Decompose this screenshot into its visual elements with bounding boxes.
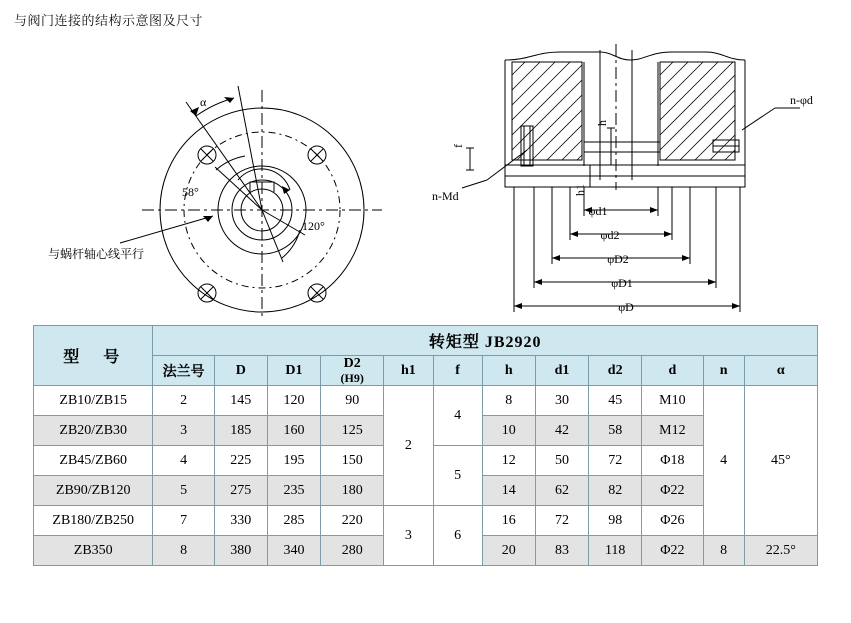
cell-h1-merged-a: 2 <box>384 386 433 506</box>
hatch-right <box>660 62 735 160</box>
cell-flange: 3 <box>153 416 214 446</box>
right-section-view <box>462 44 800 312</box>
cell-f-merged-a: 4 <box>433 386 482 446</box>
body-top-curve-right <box>630 52 745 60</box>
cell-d1: 30 <box>535 386 588 416</box>
cell-d: Φ26 <box>642 506 703 536</box>
cell-D: 275 <box>214 476 267 506</box>
angle58-arc <box>216 156 245 170</box>
header-alpha: α <box>744 356 817 386</box>
header-d: d <box>642 356 703 386</box>
cell-d: M10 <box>642 386 703 416</box>
cell-model: ZB90/ZB120 <box>34 476 153 506</box>
cell-flange: 7 <box>153 506 214 536</box>
cell-n-merged-b: 8 <box>703 536 744 566</box>
cell-n-merged-a: 4 <box>703 386 744 536</box>
cell-d: M12 <box>642 416 703 446</box>
cell-D1: 340 <box>267 536 320 566</box>
label-alpha: α <box>200 95 207 109</box>
cell-d: Φ22 <box>642 536 703 566</box>
left-flange-view <box>120 86 382 320</box>
cell-h: 8 <box>482 386 535 416</box>
cell-d: Φ18 <box>642 446 703 476</box>
label-h1: h1 <box>573 184 587 196</box>
cell-model: ZB10/ZB15 <box>34 386 153 416</box>
cell-D1: 160 <box>267 416 320 446</box>
header-D1: D1 <box>267 356 320 386</box>
n-phi-d-leader <box>742 108 775 130</box>
header-D2 <box>321 356 384 386</box>
dim-f <box>466 148 474 170</box>
cell-alpha-merged-b: 22.5° <box>744 536 817 566</box>
parallel-leader <box>120 216 213 243</box>
label-angle-120: 120° <box>302 219 325 233</box>
cell-D2: 280 <box>321 536 384 566</box>
angle120-arc <box>282 230 300 258</box>
cell-D: 330 <box>214 506 267 536</box>
header-f: f <box>433 356 482 386</box>
cell-flange: 2 <box>153 386 214 416</box>
cell-h: 12 <box>482 446 535 476</box>
label-angle-58: 58° <box>182 185 199 199</box>
header-main: 转矩型 JB2920 <box>153 326 818 356</box>
cell-model: ZB180/ZB250 <box>34 506 153 536</box>
header-D2-tol: (H9) <box>340 371 364 386</box>
table-row <box>34 506 818 536</box>
cell-h: 16 <box>482 506 535 536</box>
header-h1: h1 <box>384 356 433 386</box>
cell-D: 145 <box>214 386 267 416</box>
cell-model: ZB350 <box>34 536 153 566</box>
cell-d2: 118 <box>589 536 642 566</box>
cell-D: 380 <box>214 536 267 566</box>
body-top-curve-left <box>505 52 630 60</box>
cell-D1: 235 <box>267 476 320 506</box>
table-header-row-1 <box>34 326 818 356</box>
cell-h: 10 <box>482 416 535 446</box>
label-n-phi-d: n-φd <box>790 93 813 107</box>
label-phi-d1: φd1 <box>588 204 608 218</box>
hatch-left <box>512 62 582 160</box>
cell-model: ZB20/ZB30 <box>34 416 153 446</box>
label-parallel-note: 与蜗杆轴心线平行 <box>48 247 145 261</box>
cell-h: 14 <box>482 476 535 506</box>
cell-d2: 45 <box>589 386 642 416</box>
cell-flange: 5 <box>153 476 214 506</box>
cell-flange: 8 <box>153 536 214 566</box>
cell-h1-merged-b: 3 <box>384 506 433 566</box>
header-n: n <box>703 356 744 386</box>
header-flange: 法兰号 <box>153 356 214 386</box>
cell-D: 225 <box>214 446 267 476</box>
cell-D2: 125 <box>321 416 384 446</box>
label-f: f <box>451 144 465 148</box>
header-D: D <box>214 356 267 386</box>
cell-D1: 195 <box>267 446 320 476</box>
cell-D2: 180 <box>321 476 384 506</box>
dimensions-table-wrap <box>33 325 818 566</box>
cell-f-merged-c: 6 <box>433 506 482 566</box>
label-h: h <box>595 120 609 126</box>
cell-d1: 72 <box>535 506 588 536</box>
cell-D2: 90 <box>321 386 384 416</box>
table-row <box>34 386 818 416</box>
header-d2: d2 <box>589 356 642 386</box>
cell-D: 185 <box>214 416 267 446</box>
label-phi-D1: φD1 <box>611 276 633 290</box>
cell-D2: 220 <box>321 506 384 536</box>
page-title: 与阀门连接的结构示意图及尺寸 <box>14 13 204 28</box>
label-phi-d2: φd2 <box>600 228 620 242</box>
header-d1: d1 <box>535 356 588 386</box>
dimensions-table <box>33 325 818 566</box>
cell-d2: 58 <box>589 416 642 446</box>
cell-h: 20 <box>482 536 535 566</box>
cell-model: ZB45/ZB60 <box>34 446 153 476</box>
header-model: 型 号 <box>34 326 153 386</box>
label-n-md: n-Md <box>432 189 459 203</box>
cell-alpha-merged-a: 45° <box>744 386 817 536</box>
cell-d1: 50 <box>535 446 588 476</box>
dim-stack <box>514 187 740 312</box>
cell-d1: 83 <box>535 536 588 566</box>
cell-D1: 120 <box>267 386 320 416</box>
cell-D2: 150 <box>321 446 384 476</box>
label-phi-D: φD <box>618 300 634 314</box>
header-D2-main: D2 <box>343 356 361 372</box>
cell-d1: 62 <box>535 476 588 506</box>
cell-d1: 42 <box>535 416 588 446</box>
cell-d2: 82 <box>589 476 642 506</box>
cell-f-merged-b: 5 <box>433 446 482 506</box>
cell-D1: 285 <box>267 506 320 536</box>
header-h: h <box>482 356 535 386</box>
cell-d2: 98 <box>589 506 642 536</box>
cell-d2: 72 <box>589 446 642 476</box>
label-phi-D2: φD2 <box>607 252 629 266</box>
cell-flange: 4 <box>153 446 214 476</box>
dim-h <box>607 128 615 165</box>
cell-d: Φ22 <box>642 476 703 506</box>
technical-drawing <box>0 30 851 320</box>
